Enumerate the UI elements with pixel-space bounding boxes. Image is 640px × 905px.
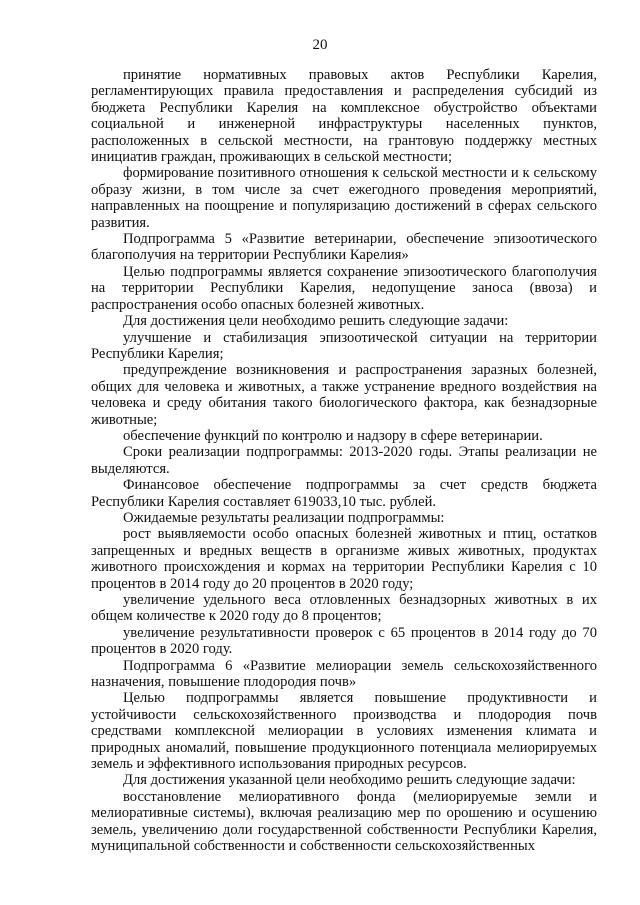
paragraph: Для достижения указанной цели необходимо решить следующие задачи: — [123, 772, 576, 789]
paragraph: Финансовое обеспечение подпрограммы за счет средств бюджета Республики Карелия составляет 619033,10 тыс. рублей. — [91, 477, 597, 510]
paragraph: предупреждение возникновения и распространения заразных болезней, общих для человека и животных, а также устранение вредного воздействия на человека и среду обитания такого биологического фактора, как безнадзорные животные; — [91, 362, 597, 428]
paragraph: рост выявляемости особо опасных болезней животных и птиц, остатков запрещенных и вредных веществ в организме живых животных, продуктах животного происхождения и кормах на территории Республики Карелия с 10 процентов в 2014 году до 20 процентов в 2020 году; — [91, 526, 597, 592]
page-number: 20 — [312, 37, 328, 53]
paragraph: улучшение и стабилизация эпизоотической ситуации на территории Республики Карелия; — [91, 329, 597, 362]
paragraph: Для достижения цели необходимо решить следующие задачи: — [123, 313, 509, 330]
paragraph: Ожидаемые результаты реализации подпрограммы: — [123, 509, 445, 526]
subprogram-5-heading: Подпрограмма 5 «Развитие ветеринарии, обеспечение эпизоотического благополучия на территории Республики Карелия» — [91, 231, 597, 264]
paragraph: увеличение результативности проверок с 65 процентов в 2014 году до 70 процентов в 2020 году. — [91, 624, 597, 658]
paragraph: восстановление мелиоративного фонда (мелиорируемые земли и мелиоративные системы), включая реализацию мер по орошению и осушению земель, увеличению доли государственной собственности Республики Карелия, муниципальной собственности и собственности сельскохозяйственных — [91, 788, 597, 855]
document-body — [91, 67, 597, 855]
paragraph: Целью подпрограммы является сохранение эпизоотического благополучия на территории Республики Карелия, недопущение заноса (ввоза) и распространения особо опасных болезней животных. — [91, 263, 597, 313]
paragraph: обеспечение функций по контролю и надзору в сфере ветеринарии. — [123, 427, 543, 444]
subprogram-6-heading: Подпрограмма 6 «Развитие мелиорации земель сельскохозяйственного назначения, повышение плодородия почв» — [91, 657, 597, 691]
paragraph: принятие нормативных правовых актов Республики Карелия, регламентирующих правила предоставления и распределения субсидий из бюджета Республики Карелия на комплексное обустройство объектами социальной и инженерной инфраструктуры населенных пунктов, расположенных в сельской местности, на грантовую поддержку местных инициатив граждан, проживающих в сельской местности; — [91, 67, 597, 166]
paragraph: Сроки реализации подпрограммы: 2013-2020 годы. Этапы реализации не выделяются. — [91, 444, 597, 477]
paragraph: увеличение удельного веса отловленных безнадзорных животных в их общем количестве к 2020 году до 8 процентов; — [91, 592, 597, 625]
paragraph: формирование позитивного отношения к сельской местности и к сельскому образу жизни, в том числе за счет ежегодного проведения мероприятий, направленных на поощрение и популяризацию достижений в сферах сельского развития. — [91, 165, 597, 231]
paragraph: Целью подпрограммы является повышение продуктивности и устойчивости сельскохозяйственного производства и плодородия почв средствами комплексной мелиорации в условиях изменения климата и природных аномалий, повышение продукционного потенциала мелиорируемых земель и эффективного использования природных ресурсов. — [91, 690, 597, 773]
